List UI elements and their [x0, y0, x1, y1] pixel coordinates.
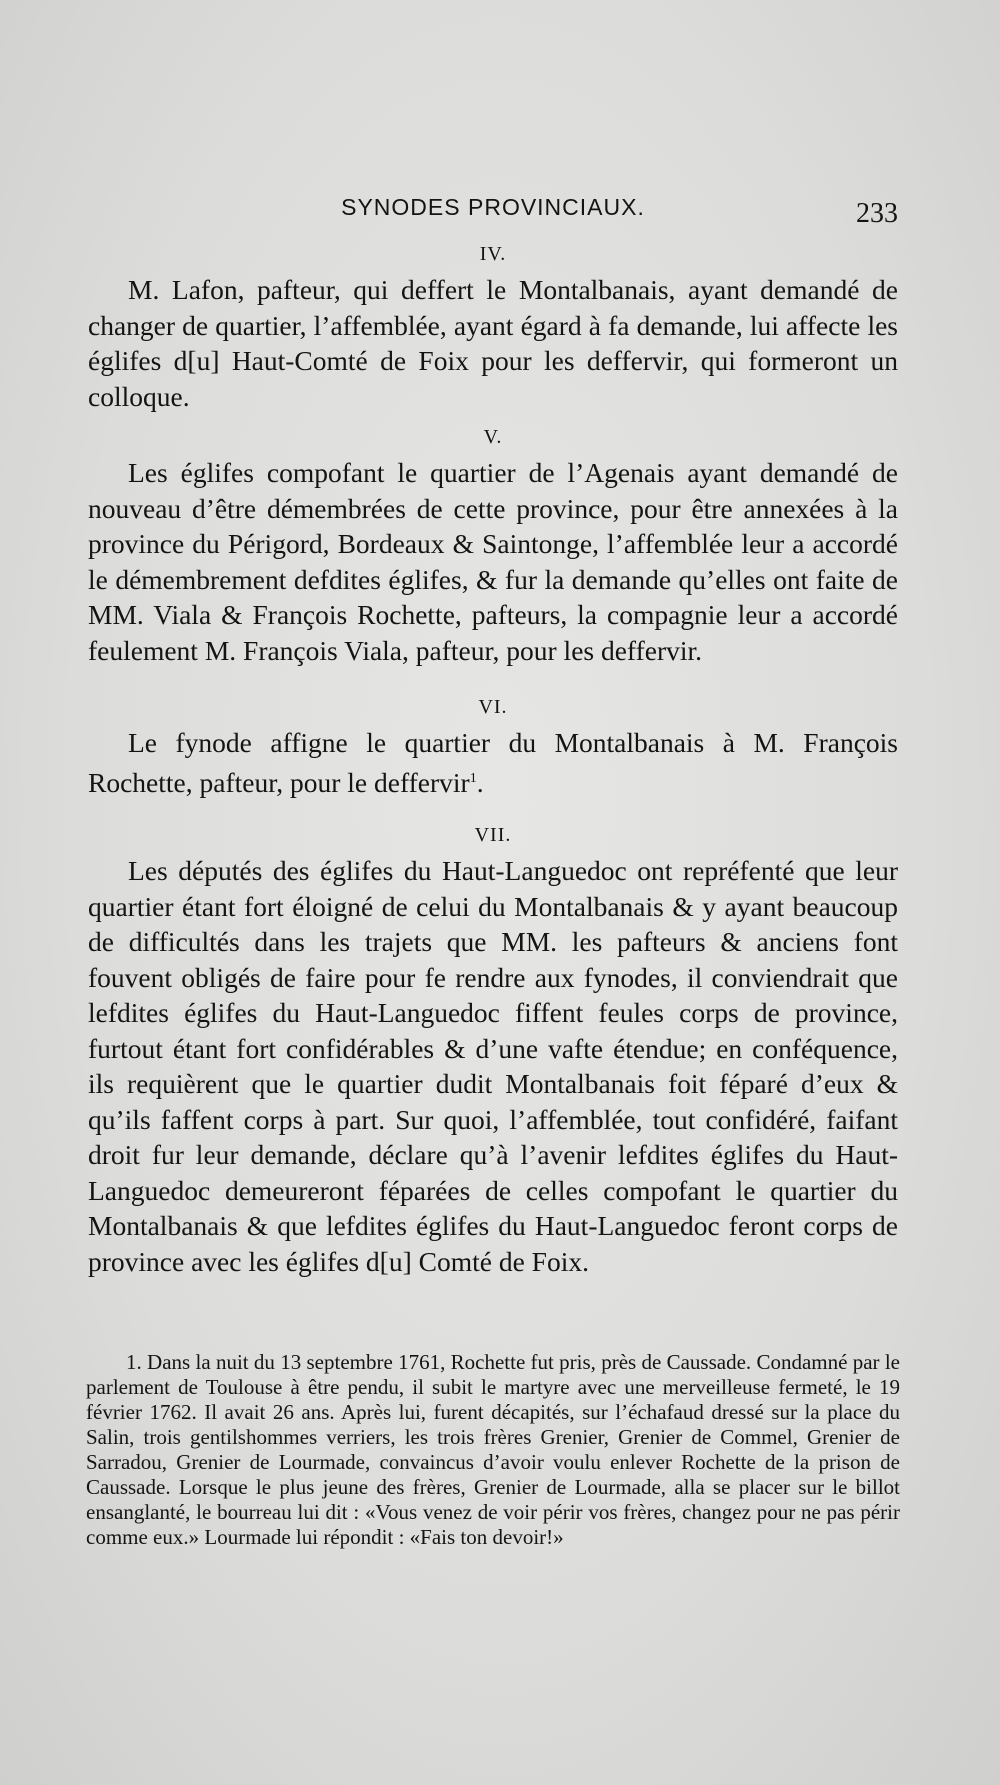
article-number: VII. — [474, 824, 512, 847]
footnote — [86, 1350, 900, 1550]
article-v — [88, 426, 898, 668]
running-title: SYNODES PROVINCIAUX. — [341, 194, 645, 220]
body-text — [88, 243, 898, 1279]
page-number: 233 — [856, 198, 898, 229]
article-paragraph: Les églifes compofant le quartier de l’Agenais ayant demandé de nouveau d’être démembrées de cette province, pour être annexées à la province du Périgord, Bordeaux & Saintonge, l’affemblée leur a accordé le démembrement defdites églifes, & fur la demande qu’elles ont faite de MM. Viala & François Rochette, pafteurs, la compagnie leur a accordé feulement M. François Viala, pafteur, pour les deffervir. — [88, 457, 898, 666]
article-paragraph-end: . — [476, 766, 484, 798]
article-number: VI. — [478, 696, 508, 718]
running-head — [88, 188, 898, 228]
footnotes — [86, 1350, 900, 1550]
footnote-reference: 1 — [469, 770, 477, 786]
footnote-text: Dans la nuit du 13 septembre 1761, Rochette fut pris, près de Caussade. Condamné par le parlement de Toulouse à être pendu, il subit le martyre avec une merveilleuse fermeté, le 19 février 1762. Il avait 26 ans. Après lui, furent décapités, sur l’échafaud dressé sur la place du Salin, trois gentilshommes verriers, les trois frères Grenier, Grenier de Commel, Grenier de Sarradou, Grenier de Lourmade, convaincus d’avoir voulu enlever Rochette de la prison de Caussade. Lorsque le plus jeune des frères, Grenier de Lourmade, alla se placer sur le billot ensanglanté, le bourreau lui dit : «Vous venez de voir périr vos frères, changez pour ne pas périr comme eux.» Lourmade lui répondit : «Fais ton devoir!» — [86, 1350, 900, 1549]
article-paragraph: M. Lafon, pafteur, qui deffert le Montalbanais, ayant demandé de changer de quartier, l’affemblée, ayant égard à fa demande, lui affecte les églifes d[u] Haut-Comté de Foix pour les deffervir, qui formeront un colloque. — [88, 274, 898, 412]
article-iv — [88, 243, 898, 414]
article-number: IV. — [479, 243, 507, 265]
article-paragraph: Les députés des églifes du Haut-Languedoc ont repréfenté que leur quartier étant fort éloigné de celui du Montalbanais & y ayant beaucoup de difficultés dans les trajets que MM. les pafteurs & anciens font fouvent obligés de faire pour fe rendre aux fynodes, il conviendrait que lefdites églifes du Haut-Languedoc fiffent feules corps de province, furtout étant fort confidérables & d’une vafte étendue; en conféquence, ils requièrent que le quartier dudit Montalbanais foit féparé d’eux & qu’ils faffent corps à part. Sur quoi, l’affemblée, tout confidéré, faifant droit fur leur demande, déclare qu’à l’avenir lefdites églifes du Haut-Languedoc demeureront féparées de celles compofant le quartier du Montalbanais & que lefdites églifes du Haut-Languedoc feront corps de province avec les églifes d[u] Comté de Foix. — [88, 855, 898, 1277]
article-vi — [88, 696, 898, 800]
article-paragraph — [88, 725, 898, 800]
footnote-marker: 1. — [126, 1350, 142, 1374]
article-number: V. — [483, 426, 503, 448]
article-vii — [88, 824, 898, 1279]
article-paragraph-text: Le fynode affigne le quartier du Montalbanais à M. François Rochette, pafteur, pour le deffervir — [88, 727, 898, 798]
